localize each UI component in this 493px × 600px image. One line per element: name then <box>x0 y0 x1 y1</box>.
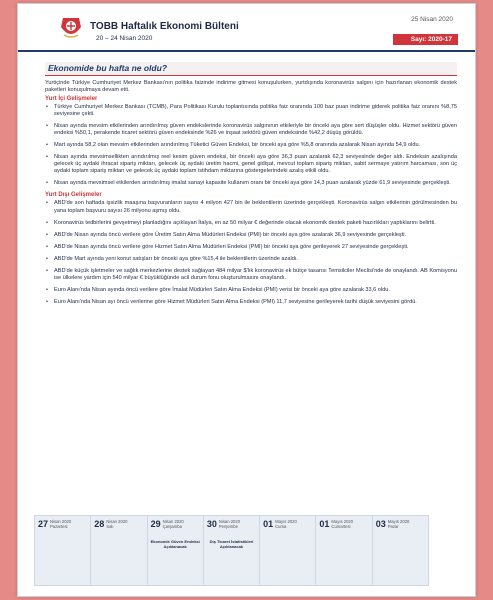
calendar-day <box>35 516 91 585</box>
foreign-item: • Koronavirüs tedbirlerini gevşetmeyi planladığını açıklayan İtalya, en az 50 milyar € değerinde olacak ekonomik destek paketi hazırlıkları yaptıklarını belirtti. <box>45 220 457 227</box>
calendar-weekday: Çarşamba <box>162 524 182 529</box>
calendar-day-number: 28 <box>94 519 105 529</box>
calendar-day-number: 29 <box>150 519 161 529</box>
calendar-day <box>91 516 147 585</box>
calendar-day <box>316 516 372 585</box>
calendar-weekday: Pazar <box>387 524 399 529</box>
domestic-item: • Nisan ayında mevsim etkilerinden arındırılmış güven endekslerinde koronavirüs salgınının etkileriyle bir önceki aya göre sert düşüşler oldu. Hizmet sektörü güven endeksi %50,1, perakende ticaret sektörü güven endeksinde %26 ve inşaat sektörü güven endeksinde %42,2 düşüş görüldü. <box>45 123 457 137</box>
calendar-day <box>373 516 428 585</box>
calendar-day <box>260 516 316 585</box>
foreign-heading: Yurt Dışı Gelişmeler <box>45 192 102 199</box>
calendar-event: Dış Ticaret İstatistikleri Açıklanacak <box>209 539 254 549</box>
calendar-month: Nisan 2020 <box>218 519 241 524</box>
foreign-item: • Euro Alanı'nda Nisan ayında öncü verilere göre İmalat Müdürleri Satın Alma Endeksi (PMI) verisi bir önceki aya göre azalarak 33,6 oldu. <box>45 287 457 294</box>
domestic-item: • Türkiye Cumhuriyet Merkez Bankası (TCMB), Para Politikası Kurulu toplantısında politika faiz oranında 100 baz puan indirime giderek politika faiz oranını %8,75 seviyesine çekti. <box>45 104 457 118</box>
calendar-weekday: Salı <box>106 524 114 529</box>
intro-paragraph: Yurtiçinde Türkiye Cumhuriyet Merkez Bankası'nın politika faizinde indirime gitmesi konuşulurken, yurtdışında koronavirüs salgını için hazırlanan ekonomik destek paketleri konuşulmaya devam etti. <box>45 80 457 94</box>
calendar-day-number: 03 <box>375 519 386 529</box>
foreign-list <box>45 200 457 306</box>
tobb-logo <box>59 15 83 41</box>
calendar-weekday: Pazartesi <box>50 524 68 529</box>
bulletin-page <box>17 3 476 597</box>
calendar-weekday: Perşembe <box>218 524 238 529</box>
foreign-item: • ABD'de Nisan ayında öncü verilere göre Üretim Satın Alma Müdürleri Endeksi (PMI) bir önceki aya göre azalarak 36,9 seviyesinde gerçekleşti. <box>45 232 457 239</box>
foreign-item: • ABD'de küçük işletmeler ve sağlık merkezlerine destek sağlayan 484 milyar $'lık koronavirüs ek bütçe tasarısı Temsilciler Meclisi'nde de onaylandı. AB Komisyonu ise ülkelere yardım için 540 milyar € büyüklüğünde acil durum fonu oluşturulmasını onaylandı. <box>45 268 457 282</box>
domestic-item: • Nisan ayında mevsimsellikten arındırılmış reel kesim güven endeksi, bir önceki aya göre 36,3 puan azalarak 62,3 seviyesinde değer aldı. Endeksin azalışında gelecek üç aydaki ihracat sipariş miktarı, gelecek üç aydaki üretim hacmi, genel gidişat, mevcut toplam sipariş miktarı, sabit sermaye yatırım harcaması, son üç aydaki toplam sipariş miktarı ve gelecek üç aydaki toplam istihdam miktarına göstergelerindeki azalış etkili oldu. <box>45 154 457 175</box>
bulletin-date-range: 20 – 24 Nisan 2020 <box>96 35 153 42</box>
calendar-weekday: Cumartesi <box>331 524 351 529</box>
calendar-day-number: 01 <box>319 519 330 529</box>
foreign-item: • ABD'de Mart ayında yeni konut satışları bir önceki aya göre %15,4 ile beklentilerin üzerinde azaldı. <box>45 256 457 263</box>
domestic-item: • Mart ayında 58,2 olan mevsim etkilerinden arındırılmış Tüketici Güven Endeksi, bir önceki aya göre %5,8 oranında azalarak Nisan ayında 54,9 oldu. <box>45 142 457 149</box>
calendar-day-number: 01 <box>263 519 274 529</box>
calendar-day <box>204 516 260 585</box>
calendar-month: Nisan 2020 <box>162 519 184 524</box>
bulletin-header <box>18 4 475 52</box>
weekly-calendar <box>34 515 429 586</box>
bulletin-title: TOBB Haftalık Ekonomi Bülteni <box>90 21 239 32</box>
calendar-event: Ekonomik Güven Endeksi Açıklanacak <box>150 539 200 549</box>
domestic-heading: Yurt İçi Gelişmeler <box>45 95 98 102</box>
calendar-month: Nisan 2020 <box>50 519 72 524</box>
calendar-month: Mayıs 2020 <box>387 519 410 524</box>
calendar-month: Nisan 2020 <box>106 519 128 524</box>
calendar-weekday: Cuma <box>275 524 287 529</box>
calendar-month: Mayıs 2020 <box>331 519 354 524</box>
foreign-item: • ABD'de Nisan ayında öncü verilere göre Hizmet Satın Alma Müdürleri Endeksi (PMI) bir önceki aya göre gerileyerek 27 seviyesinde gerçekleşti. <box>45 244 457 251</box>
domestic-list <box>45 104 457 188</box>
domestic-item: • Nisan ayında mevsimsel etkilerden arındırılmış imalat sanayi kapasite kullanım oranı bir önceki aya göre 14,3 puan azalarak yüzde 61,9 seviyesinde gerçekleşti. <box>45 180 457 187</box>
section-title: Ekonomide bu hafta ne oldu? <box>45 62 457 76</box>
calendar-day-number: 27 <box>38 519 49 529</box>
calendar-month: Mayıs 2020 <box>275 519 297 524</box>
publish-date: 25 Nisan 2020 <box>411 16 453 23</box>
calendar-day-number: 30 <box>206 519 217 529</box>
calendar-day <box>148 516 204 585</box>
issue-badge: Sayı: 2020-17 <box>393 34 458 45</box>
foreign-item: • Euro Alanı'nda Nisan ayı öncü verilerine göre Hizmet Müdürleri Satın Alma Endeksi (PMI) 11,7 seviyesine gerileyerek tarihi düşük seviyesini gördü. <box>45 299 457 306</box>
foreign-item: • ABD'de son haftada işsizlik maaşına başvuranların sayısı 4 milyon 427 bin ile beklentilerin üzerinde gerçekleşti. Koronavirüs salgın etkilerinin görülmesinden bu yana toplam başvuru sayısı 26 milyonu aşmış oldu. <box>45 200 457 214</box>
bulletin-content <box>45 58 457 311</box>
